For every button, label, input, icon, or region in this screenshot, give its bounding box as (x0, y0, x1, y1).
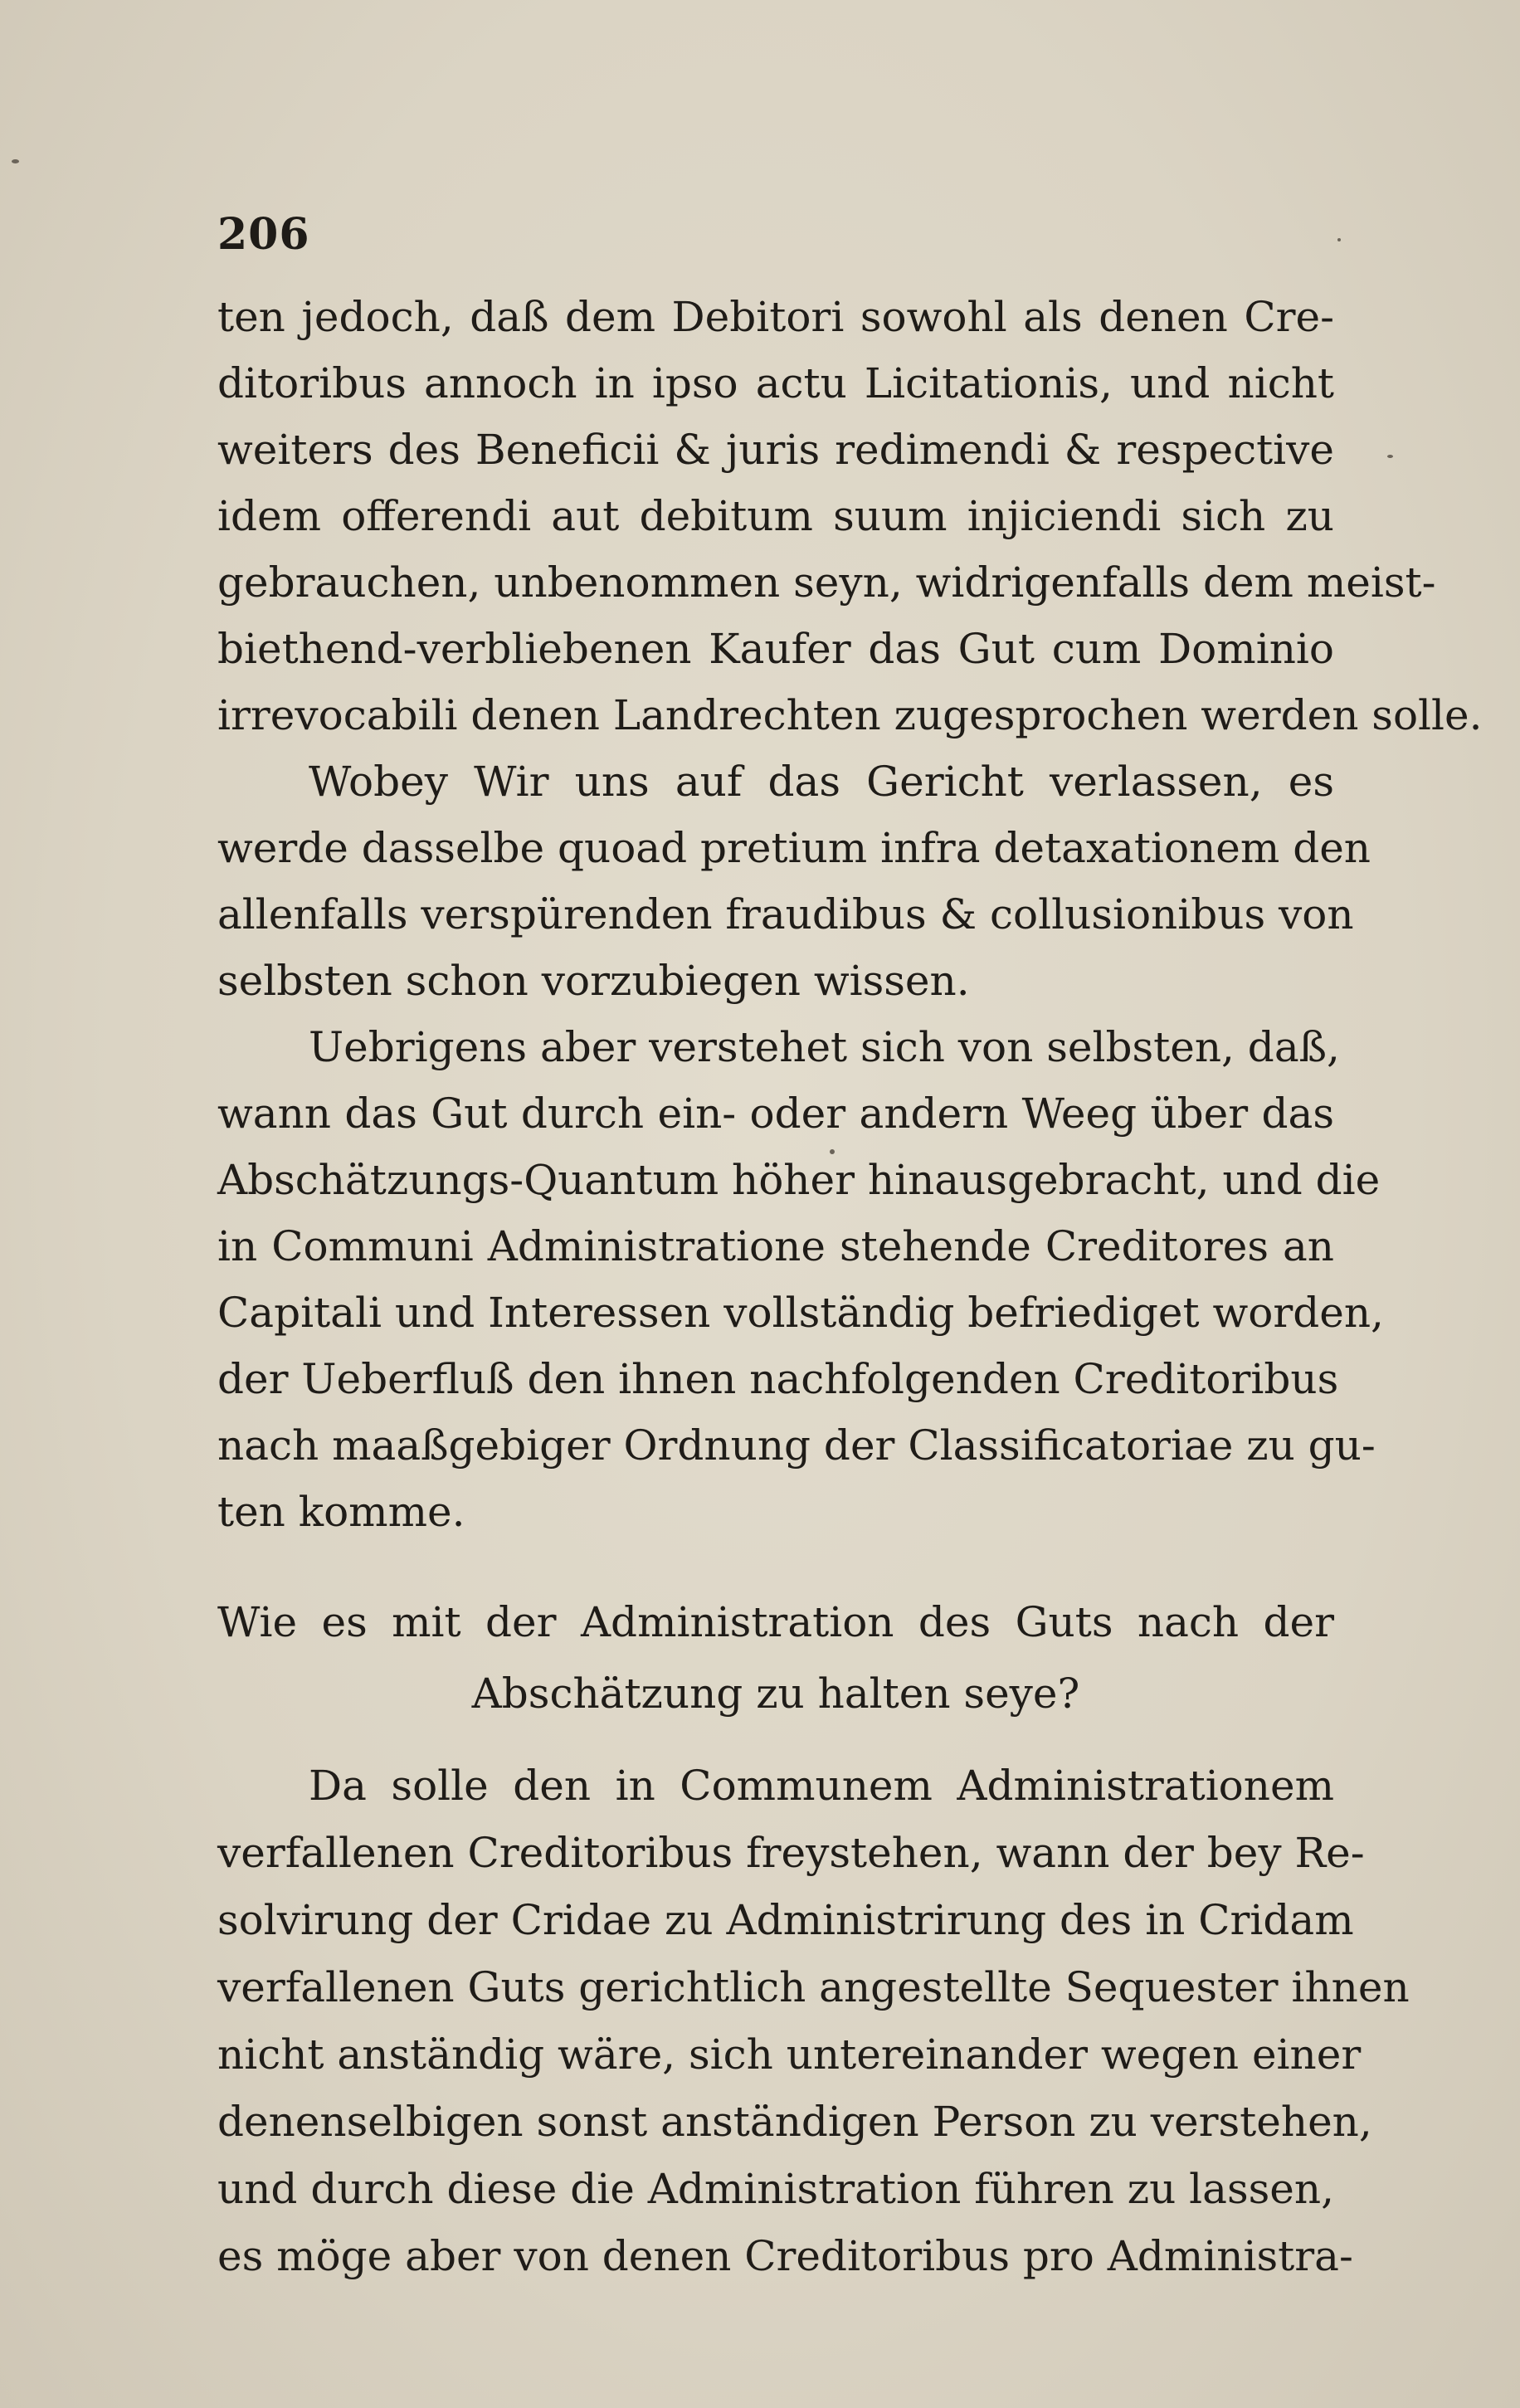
text-line: ten komme. (217, 1488, 465, 1536)
text-line: es möge aber von denen Creditoribus pro Administra- (217, 2232, 1353, 2280)
text-line: weiters des Beneficii & juris redimendi & respective (217, 426, 1334, 474)
text-line: Capitali und Interessen vollständig befriediget worden, (217, 1289, 1384, 1337)
text-line: Abschätzungs-Quantum höher hinausgebracht, und die (217, 1156, 1381, 1204)
text-line: idem offerendi aut debitum suum injiciendi sich zu (217, 492, 1334, 540)
text-line: nicht anständig wäre, sich untereinander wegen einer (217, 2030, 1362, 2079)
page-number: 206 (217, 209, 310, 260)
paper-speck (12, 159, 19, 163)
text-line: verfallenen Creditoribus freystehen, wann der bey Re- (217, 1829, 1365, 1877)
text-line: ten jedoch, daß dem Debitori sowohl als denen Cre- (217, 293, 1334, 341)
text-line: gebrauchen, unbenommen seyn, widrigenfalls dem meist- (217, 558, 1436, 607)
text-line: verfallenen Guts gerichtlich angestellte Sequester ihnen (217, 1963, 1410, 2011)
top-paragraphs (217, 284, 1483, 1545)
paper-speck (1337, 238, 1341, 241)
text-line: werde dasselbe quoad pretium infra detaxationem den (217, 824, 1371, 872)
text-line: und durch diese die Administration führen zu lassen, (217, 2165, 1334, 2213)
text-line: irrevocabili denen Landrechten zugesprochen werden solle. (217, 691, 1483, 739)
text-line: biethend-verbliebenen Kaufer das Gut cum Dominio (217, 625, 1334, 673)
text-line: Da solle den in Communem Administrationem (309, 1762, 1334, 1810)
bottom-paragraph (217, 1752, 1410, 2290)
text-line: in Communi Administratione stehende Creditores an (217, 1222, 1334, 1270)
text-line: nach maaßgebiger Ordnung der Classificatoriae zu gu- (217, 1421, 1376, 1470)
text-line: Wobey Wir uns auf das Gericht verlassen, es (309, 758, 1334, 806)
text-line: selbsten schon vorzubiegen wissen. (217, 957, 970, 1005)
text-line: denenselbigen sonst anständigen Person zu verstehen, (217, 2098, 1372, 2146)
paper-speck (1387, 455, 1393, 458)
section-heading (217, 1587, 1334, 1729)
heading-line: Abschätzung zu halten seye? (471, 1670, 1080, 1718)
text-line: solvirung der Cridae zu Administrirung des in Cridam (217, 1896, 1354, 1944)
text-line: Uebrigens aber verstehet sich von selbsten, daß, (309, 1023, 1340, 1071)
heading-line: Wie es mit der Administration des Guts nach der (217, 1598, 1334, 1646)
text-line: der Ueberfluß den ihnen nachfolgenden Creditoribus (217, 1355, 1339, 1403)
text-line: wann das Gut durch ein- oder andern Weeg über das (217, 1089, 1334, 1138)
text-line: ditoribus annoch in ipso actu Licitationis, und nicht (217, 359, 1334, 407)
text-line: allenfalls verspürenden fraudibus & collusionibus von (217, 890, 1354, 938)
